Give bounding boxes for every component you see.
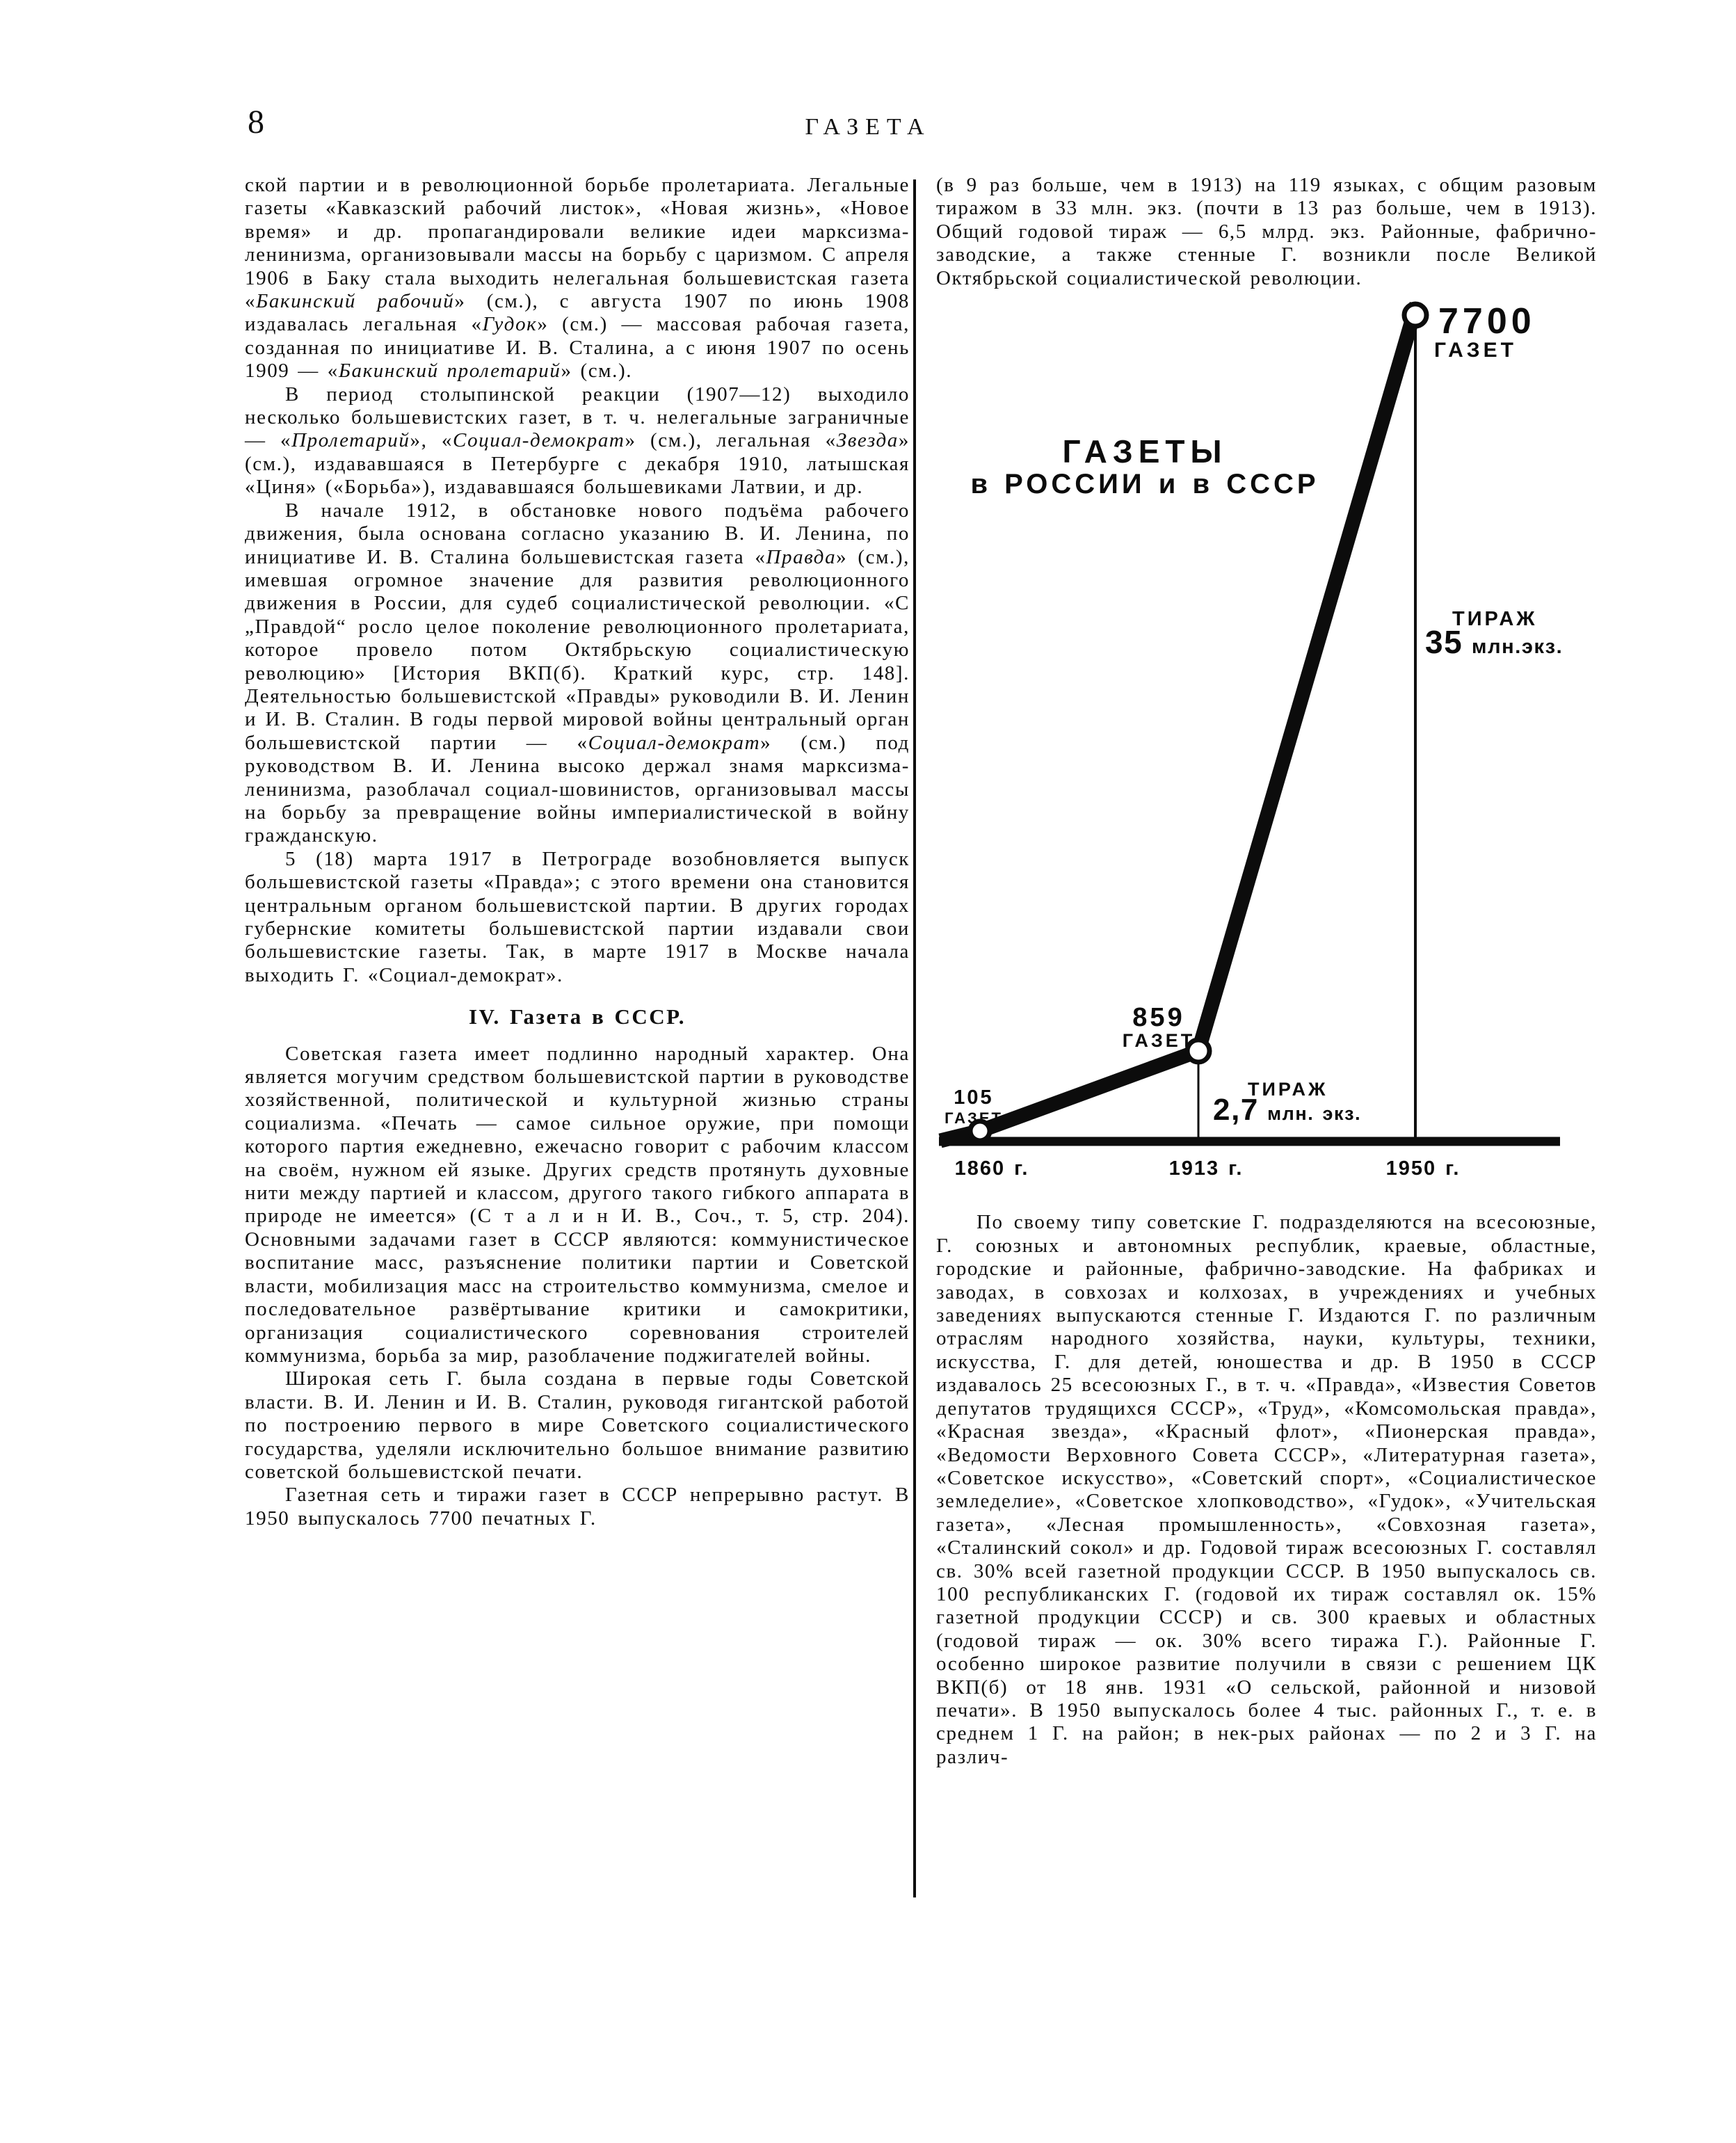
section-heading: IV. Газета в СССР. (469, 1004, 686, 1029)
newspapers-growth-chart (936, 296, 1597, 1198)
left-column (245, 174, 910, 1530)
paragraph: Газетная сеть и тиражи газет в СССР непрерывно растут. В 1950 выпускалось 7700 печатных Г. (245, 1484, 910, 1530)
paragraph: По своему типу советские Г. подразделяются на всесоюзные, Г. союзных и автономных республик, краевые, областные, городские и районные, фабрично-заводские. На фабриках и заводах, в совхозах и колхозах, в учреждениях и учебных заведениях выпускаются стенные Г. Издаются Г. по различным отраслям народного хозяйства, науки, культуры, техники, искусства, Г. для детей, юношества и др. В 1950 в СССР издавалось 25 всесоюзных Г., в т. ч. «Правда», «Известия Советов депутатов трудящихся СССР», «Труд», «Комсомольская правда», «Красная звезда», «Красный флот», «Пионерская правда», «Ведомости Верховного Совета СССР», «Литературная газета», «Советское искусство», «Советский спорт», «Социалистическое земледелие», «Советское хлопководство», «Гудок», «Учительская газета», «Лесная промышленность», «Совхозная газета», «Сталинский сокол» и др. Годовой тираж всесоюзных Г. составлял св. 30% всей газетной продукции СССР. В 1950 выпускалось св. 100 республиканских Г. (годовой их тираж составлял ок. 15% газетной продукции СССР) и св. 300 краевых и областных (годовой тираж — ок. 30% всего тиража Г.). Районные Г. особенно широкое развитие получили в связи с решением ЦК ВКП(б) от 18 янв. 1931 «О сельской, районной и низовой печати». В 1950 выпускалось более 4 тыс. районных Г., т. е. в среднем 1 Г. на район; в нек-рых районах — по 2 и 3 Г. на различ- (936, 1211, 1597, 1768)
chart-title-line2: в РОССИИ и в СССР (970, 469, 1319, 500)
label-105-unit: ГАЗЕТ (945, 1109, 1003, 1127)
label-7700-unit: ГАЗЕТ (1434, 339, 1517, 362)
axis-year-1860: 1860 г. (954, 1157, 1029, 1180)
paragraph: ской партии и в революционной борьбе пролетариата. Легальные газеты «Кавказский рабочий листок», «Новая жизнь», «Новое время» и др. пропагандировали великие идеи марксизма-ленинизма, организовывали массы на борьбу с царизмом. С апреля 1906 в Баку стала выходить нелегальная большевистская газета «Бакинский рабочий» (см.), с августа 1907 по июнь 1908 издавалась легальная «Гудок» (см.) — массовая рабочая газета, созданная по инициативе И. В. Сталина, а с июня 1907 по осень 1909 — «Бакинский пролетарий» (см.). (245, 174, 910, 383)
label-105: 105 (954, 1086, 994, 1109)
chart-title-line1: ГАЗЕТЫ (1062, 433, 1228, 470)
label-859: 859 (1132, 1003, 1185, 1033)
right-column (936, 174, 1597, 1769)
paragraph: В период столыпинской реакции (1907—12) выходило несколько большевистских газет, в т. ч. нелегальные заграничные — «Пролетарий», «Социал-демократ» (см.), легальная «Звезда» (см.), издававшаяся в Петербурге с декабря 1910, латышская «Циня» («Борьба»), издававшаяся большевиками Латвии, и др. (245, 383, 910, 499)
column-divider-rule (913, 179, 916, 1897)
chart-svg (936, 296, 1597, 1193)
label-tirazh-1950: ТИРАЖ (1452, 608, 1538, 631)
label-tirazh-1913-value: 2,7 млн. экз. (1213, 1093, 1362, 1127)
paragraph: Широкая сеть Г. была создана в первые годы Советской власти. В. И. Ленин и И. В. Сталин, руководя гигантской работой по построению первого в мире Советского социалистического государства, уделяли исключительно большое внимание развитию советской большевистской печати. (245, 1367, 910, 1483)
paragraph: В начале 1912, в обстановке нового подъёма рабочего движения, была основана согласно указанию В. И. Ленина, по инициативе И. В. Сталина большевистская газета «Правда» (см.), имевшая огромное значение для развития революционного движения в России, для судеб социалистической революции. «С „Правдой“ росло целое поколение революционного пролетариата, которое провело потом Октябрьскую социалистическую революцию» [История ВКП(б). Краткий курс, стр. 148]. Деятельностью большевистской «Правды» руководили В. И. Ленин и И. В. Сталин. В годы первой мировой войны центральный орган большевистской партии — «Социал-демократ» (см.) под руководством В. И. Ленина высоко держал знамя марксизма-ленинизма, разоблачал социал-шовинистов, организовывал массы на борьбу за превращение войны империалистической в войну гражданскую. (245, 499, 910, 847)
axis-year-1950: 1950 г. (1385, 1157, 1461, 1180)
paragraph: Советская газета имеет подлинно народный характер. Она является могучим средством большевистской партии в руководстве хозяйственной, политической и культурной жизнью страны социализма. «Печать — самое сильное оружие, при помощи которого партия ежедневно, ежечасно говорит с рабочим классом на своём, нужном ей языке. Других средств протянуть духовные нити между партией и классом, другого такого гибкого аппарата в природе не имеется» (С т а л и н И. В., Соч., т. 5, стр. 204). Основными задачами газет в СССР являются: коммунистическое воспитание масс, разъяснение политики партии и Советской власти, мобилизация масс на строительство коммунизма, смелое и последовательное развёртывание критики и самокритики, организация социалистического соревнования строителей коммунизма, борьба за мир, разоблачение поджигателей войны. (245, 1042, 910, 1367)
axis-year-1913: 1913 г. (1168, 1157, 1244, 1180)
label-tirazh-1913: ТИРАЖ (1248, 1079, 1328, 1100)
page-number: 8 (248, 104, 264, 141)
label-859-unit: ГАЗЕТ (1122, 1030, 1196, 1052)
paragraph: 5 (18) марта 1917 в Петрограде возобновляется выпуск большевистской газеты «Правда»; с этого времени она становится центральным органом большевистской партии. В других городах губернские комитеты большевистской партии издавали свои большевистские газеты. Так, в марте 1917 в Москве начала выходить Г. «Социал-демократ». (245, 847, 910, 986)
point-1950 (1404, 304, 1426, 326)
label-7700: 7700 (1438, 301, 1536, 342)
paragraph: (в 9 раз больше, чем в 1913) на 119 языках, с общим разовым тиражом в 33 млн. экз. (почти в 13 раз больше, чем в 1913). Общий годовой тираж — 6,5 млрд. экз. Районные, фабрично-заводские, а также стенные Г. возникли после Великой Октябрьской социалистической революции. (936, 174, 1597, 289)
running-title: ГАЗЕТА (805, 114, 931, 140)
label-tirazh-1950-value: 35 млн.экз. (1425, 624, 1564, 661)
